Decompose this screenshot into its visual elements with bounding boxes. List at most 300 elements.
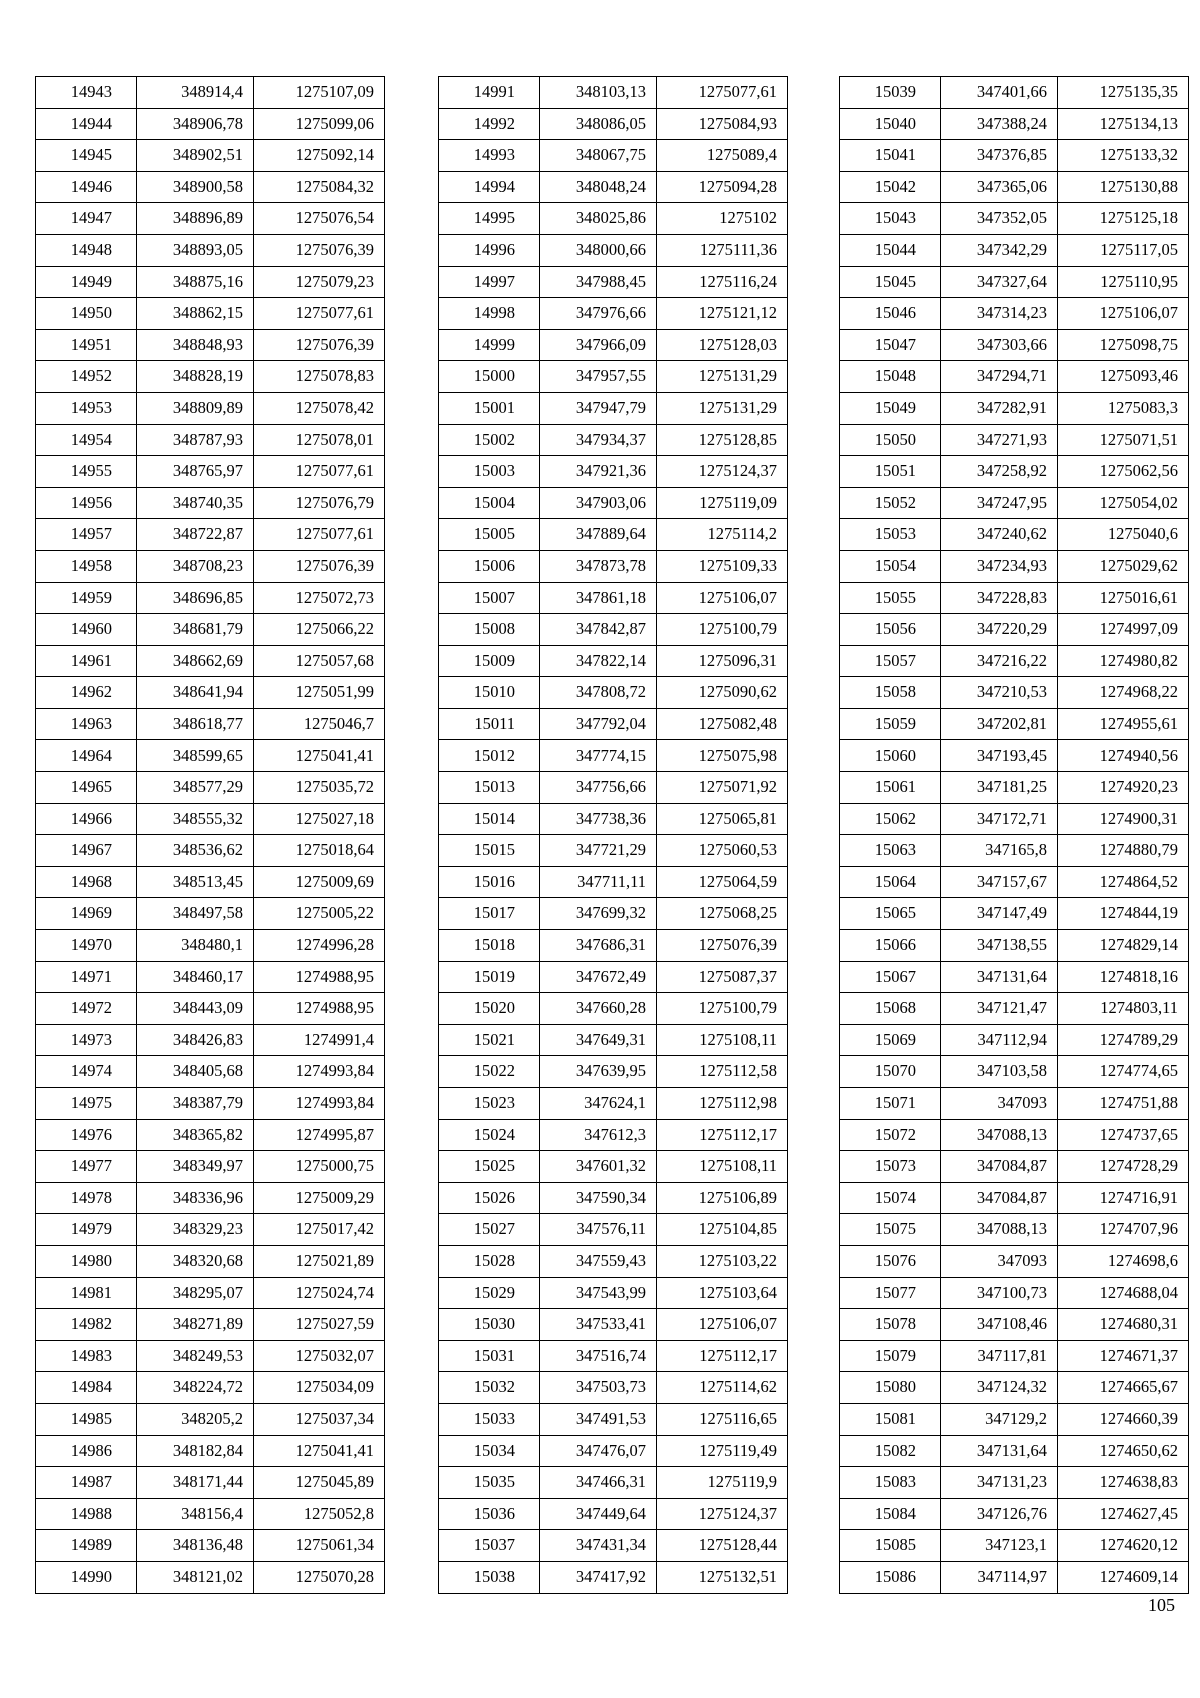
point-number-cell: 15033 — [439, 1403, 540, 1435]
table-row — [36, 1119, 385, 1151]
x-coordinate-cell: 347639,95 — [540, 1056, 657, 1088]
point-number-cell: 14974 — [36, 1056, 137, 1088]
y-coordinate-cell: 1275032,07 — [254, 1340, 385, 1372]
x-coordinate-cell: 347792,04 — [540, 708, 657, 740]
y-coordinate-cell: 1275024,74 — [254, 1277, 385, 1309]
table-row — [840, 772, 1189, 804]
x-coordinate-cell: 347282,91 — [941, 392, 1058, 424]
point-number-cell: 14996 — [439, 234, 540, 266]
point-number-cell: 14978 — [36, 1182, 137, 1214]
y-coordinate-cell: 1274968,22 — [1058, 677, 1189, 709]
table-row — [840, 234, 1189, 266]
y-coordinate-cell: 1275018,64 — [254, 835, 385, 867]
point-number-cell: 14959 — [36, 582, 137, 614]
point-number-cell: 14955 — [36, 456, 137, 488]
y-coordinate-cell: 1274988,95 — [254, 961, 385, 993]
table-row — [840, 550, 1189, 582]
table-row — [36, 424, 385, 456]
x-coordinate-cell: 348902,51 — [137, 140, 254, 172]
y-coordinate-cell: 1275119,9 — [657, 1467, 788, 1499]
point-number-cell: 15077 — [840, 1277, 941, 1309]
x-coordinate-cell: 348599,65 — [137, 740, 254, 772]
point-number-cell: 15007 — [439, 582, 540, 614]
table-row — [36, 1340, 385, 1372]
x-coordinate-cell: 348405,68 — [137, 1056, 254, 1088]
table-row — [840, 1182, 1189, 1214]
point-number-cell: 15010 — [439, 677, 540, 709]
point-number-cell: 15019 — [439, 961, 540, 993]
table-row — [36, 392, 385, 424]
x-coordinate-cell: 347131,64 — [941, 961, 1058, 993]
y-coordinate-cell: 1275066,22 — [254, 614, 385, 646]
point-number-cell: 15046 — [840, 298, 941, 330]
table-row — [840, 171, 1189, 203]
table-row — [36, 1372, 385, 1404]
y-coordinate-cell: 1274609,14 — [1058, 1561, 1189, 1593]
x-coordinate-cell: 347774,15 — [540, 740, 657, 772]
y-coordinate-cell: 1275009,29 — [254, 1182, 385, 1214]
x-coordinate-cell: 348681,79 — [137, 614, 254, 646]
x-coordinate-cell: 347976,66 — [540, 298, 657, 330]
table-row — [36, 550, 385, 582]
x-coordinate-cell: 347193,45 — [941, 740, 1058, 772]
x-coordinate-cell: 347449,64 — [540, 1498, 657, 1530]
point-number-cell: 14990 — [36, 1561, 137, 1593]
table-row — [36, 171, 385, 203]
y-coordinate-cell: 1275094,28 — [657, 171, 788, 203]
table-row — [439, 1024, 788, 1056]
x-coordinate-cell: 348875,16 — [137, 266, 254, 298]
x-coordinate-cell: 347721,29 — [540, 835, 657, 867]
x-coordinate-cell: 347124,32 — [941, 1372, 1058, 1404]
y-coordinate-cell: 1274940,56 — [1058, 740, 1189, 772]
table-row — [439, 1498, 788, 1530]
y-coordinate-cell: 1275110,95 — [1058, 266, 1189, 298]
point-number-cell: 14972 — [36, 993, 137, 1025]
point-number-cell: 15023 — [439, 1088, 540, 1120]
table-row — [439, 77, 788, 109]
point-number-cell: 15057 — [840, 645, 941, 677]
table-row — [36, 803, 385, 835]
table-row — [439, 1214, 788, 1246]
y-coordinate-cell: 1274995,87 — [254, 1119, 385, 1151]
point-number-cell: 14968 — [36, 866, 137, 898]
table-row — [36, 361, 385, 393]
x-coordinate-cell: 347903,06 — [540, 487, 657, 519]
table-row — [36, 1214, 385, 1246]
point-number-cell: 15031 — [439, 1340, 540, 1372]
point-number-cell: 14993 — [439, 140, 540, 172]
point-number-cell: 15006 — [439, 550, 540, 582]
table-row — [439, 708, 788, 740]
point-number-cell: 15035 — [439, 1467, 540, 1499]
x-coordinate-cell: 347576,11 — [540, 1214, 657, 1246]
x-coordinate-cell: 347240,62 — [941, 519, 1058, 551]
point-number-cell: 14957 — [36, 519, 137, 551]
x-coordinate-cell: 347699,32 — [540, 898, 657, 930]
point-number-cell: 15064 — [840, 866, 941, 898]
x-coordinate-cell: 348914,4 — [137, 77, 254, 109]
y-coordinate-cell: 1274716,91 — [1058, 1182, 1189, 1214]
x-coordinate-cell: 347234,93 — [941, 550, 1058, 582]
point-number-cell: 15074 — [840, 1182, 941, 1214]
point-number-cell: 14951 — [36, 329, 137, 361]
y-coordinate-cell: 1274880,79 — [1058, 835, 1189, 867]
table-row — [36, 266, 385, 298]
table-row — [840, 487, 1189, 519]
y-coordinate-cell: 1275057,68 — [254, 645, 385, 677]
point-number-cell: 15053 — [840, 519, 941, 551]
x-coordinate-cell: 347271,93 — [941, 424, 1058, 456]
point-number-cell: 15063 — [840, 835, 941, 867]
x-coordinate-cell: 347093 — [941, 1245, 1058, 1277]
table-row — [439, 519, 788, 551]
y-coordinate-cell: 1275092,14 — [254, 140, 385, 172]
x-coordinate-cell: 348555,32 — [137, 803, 254, 835]
point-number-cell: 14998 — [439, 298, 540, 330]
y-coordinate-cell: 1275072,73 — [254, 582, 385, 614]
y-coordinate-cell: 1274991,4 — [254, 1024, 385, 1056]
point-number-cell: 14969 — [36, 898, 137, 930]
x-coordinate-cell: 347247,95 — [941, 487, 1058, 519]
y-coordinate-cell: 1274774,65 — [1058, 1056, 1189, 1088]
table-row — [840, 614, 1189, 646]
y-coordinate-cell: 1275119,09 — [657, 487, 788, 519]
point-number-cell: 15036 — [439, 1498, 540, 1530]
x-coordinate-cell: 347559,43 — [540, 1245, 657, 1277]
table-row — [36, 203, 385, 235]
y-coordinate-cell: 1275106,07 — [1058, 298, 1189, 330]
y-coordinate-cell: 1275112,98 — [657, 1088, 788, 1120]
y-coordinate-cell: 1275054,02 — [1058, 487, 1189, 519]
table-row — [36, 1024, 385, 1056]
table-row — [439, 266, 788, 298]
point-number-cell: 15000 — [439, 361, 540, 393]
point-number-cell: 14958 — [36, 550, 137, 582]
point-number-cell: 15039 — [840, 77, 941, 109]
point-number-cell: 15082 — [840, 1435, 941, 1467]
table-row — [439, 1561, 788, 1593]
x-coordinate-cell: 347966,09 — [540, 329, 657, 361]
x-coordinate-cell: 347738,36 — [540, 803, 657, 835]
x-coordinate-cell: 347590,34 — [540, 1182, 657, 1214]
table-row — [840, 140, 1189, 172]
x-coordinate-cell: 348067,75 — [540, 140, 657, 172]
point-number-cell: 15065 — [840, 898, 941, 930]
y-coordinate-cell: 1275111,36 — [657, 234, 788, 266]
y-coordinate-cell: 1275109,33 — [657, 550, 788, 582]
point-number-cell: 14987 — [36, 1467, 137, 1499]
table-row — [439, 361, 788, 393]
x-coordinate-cell: 348536,62 — [137, 835, 254, 867]
x-coordinate-cell: 347084,87 — [941, 1151, 1058, 1183]
y-coordinate-cell: 1275133,32 — [1058, 140, 1189, 172]
x-coordinate-cell: 347491,53 — [540, 1403, 657, 1435]
x-coordinate-cell: 347352,05 — [941, 203, 1058, 235]
x-coordinate-cell: 347342,29 — [941, 234, 1058, 266]
table-row — [439, 424, 788, 456]
table-row — [840, 77, 1189, 109]
table-row — [840, 1277, 1189, 1309]
table-row — [439, 1056, 788, 1088]
table-row — [36, 645, 385, 677]
y-coordinate-cell: 1275051,99 — [254, 677, 385, 709]
x-coordinate-cell: 347543,99 — [540, 1277, 657, 1309]
point-number-cell: 14954 — [36, 424, 137, 456]
x-coordinate-cell: 347672,49 — [540, 961, 657, 993]
point-number-cell: 14981 — [36, 1277, 137, 1309]
point-number-cell: 15075 — [840, 1214, 941, 1246]
x-coordinate-cell: 348336,96 — [137, 1182, 254, 1214]
table-row — [840, 392, 1189, 424]
x-coordinate-cell: 348224,72 — [137, 1372, 254, 1404]
point-number-cell: 15052 — [840, 487, 941, 519]
point-number-cell: 15002 — [439, 424, 540, 456]
point-number-cell: 14964 — [36, 740, 137, 772]
y-coordinate-cell: 1274818,16 — [1058, 961, 1189, 993]
y-coordinate-cell: 1275076,39 — [254, 329, 385, 361]
x-coordinate-cell: 348426,83 — [137, 1024, 254, 1056]
y-coordinate-cell: 1275096,31 — [657, 645, 788, 677]
table-row — [840, 835, 1189, 867]
table-row — [36, 298, 385, 330]
point-number-cell: 15049 — [840, 392, 941, 424]
y-coordinate-cell: 1275062,56 — [1058, 456, 1189, 488]
y-coordinate-cell: 1275075,98 — [657, 740, 788, 772]
y-coordinate-cell: 1275124,37 — [657, 1498, 788, 1530]
y-coordinate-cell: 1274638,83 — [1058, 1467, 1189, 1499]
y-coordinate-cell: 1274627,45 — [1058, 1498, 1189, 1530]
x-coordinate-cell: 348205,2 — [137, 1403, 254, 1435]
point-number-cell: 15044 — [840, 234, 941, 266]
y-coordinate-cell: 1274660,39 — [1058, 1403, 1189, 1435]
point-number-cell: 15073 — [840, 1151, 941, 1183]
x-coordinate-cell: 348349,97 — [137, 1151, 254, 1183]
table-row — [840, 993, 1189, 1025]
y-coordinate-cell: 1275117,05 — [1058, 234, 1189, 266]
y-coordinate-cell: 1274900,31 — [1058, 803, 1189, 835]
table-row — [840, 108, 1189, 140]
y-coordinate-cell: 1275082,48 — [657, 708, 788, 740]
table-row — [840, 1088, 1189, 1120]
point-number-cell: 15037 — [439, 1530, 540, 1562]
point-number-cell: 14947 — [36, 203, 137, 235]
point-number-cell: 14966 — [36, 803, 137, 835]
point-number-cell: 15081 — [840, 1403, 941, 1435]
table-row — [840, 866, 1189, 898]
table-row — [439, 487, 788, 519]
x-coordinate-cell: 348740,35 — [137, 487, 254, 519]
table-row — [439, 740, 788, 772]
y-coordinate-cell: 1275064,59 — [657, 866, 788, 898]
y-coordinate-cell: 1275131,29 — [657, 392, 788, 424]
y-coordinate-cell: 1275077,61 — [254, 456, 385, 488]
y-coordinate-cell: 1275106,07 — [657, 582, 788, 614]
y-coordinate-cell: 1275108,11 — [657, 1024, 788, 1056]
y-coordinate-cell: 1274650,62 — [1058, 1435, 1189, 1467]
y-coordinate-cell: 1275077,61 — [254, 519, 385, 551]
point-number-cell: 15070 — [840, 1056, 941, 1088]
point-number-cell: 14976 — [36, 1119, 137, 1151]
table-row — [439, 1403, 788, 1435]
x-coordinate-cell: 348577,29 — [137, 772, 254, 804]
y-coordinate-cell: 1274980,82 — [1058, 645, 1189, 677]
point-number-cell: 15008 — [439, 614, 540, 646]
point-number-cell: 15012 — [439, 740, 540, 772]
table-row — [439, 298, 788, 330]
point-number-cell: 15047 — [840, 329, 941, 361]
x-coordinate-cell: 347314,23 — [941, 298, 1058, 330]
x-coordinate-cell: 347431,34 — [540, 1530, 657, 1562]
y-coordinate-cell: 1274996,28 — [254, 930, 385, 962]
table-row — [840, 1403, 1189, 1435]
x-coordinate-cell: 347181,25 — [941, 772, 1058, 804]
x-coordinate-cell: 347822,14 — [540, 645, 657, 677]
y-coordinate-cell: 1275104,85 — [657, 1214, 788, 1246]
point-number-cell: 14956 — [36, 487, 137, 519]
y-coordinate-cell: 1275116,65 — [657, 1403, 788, 1435]
point-number-cell: 15016 — [439, 866, 540, 898]
table-row — [439, 1119, 788, 1151]
table-row — [36, 1182, 385, 1214]
y-coordinate-cell: 1275005,22 — [254, 898, 385, 930]
table-row — [840, 1435, 1189, 1467]
x-coordinate-cell: 348787,93 — [137, 424, 254, 456]
x-coordinate-cell: 347112,94 — [941, 1024, 1058, 1056]
x-coordinate-cell: 348662,69 — [137, 645, 254, 677]
y-coordinate-cell: 1274803,11 — [1058, 993, 1189, 1025]
x-coordinate-cell: 347210,53 — [941, 677, 1058, 709]
x-coordinate-cell: 347388,24 — [941, 108, 1058, 140]
x-coordinate-cell: 348271,89 — [137, 1309, 254, 1341]
y-coordinate-cell: 1275125,18 — [1058, 203, 1189, 235]
y-coordinate-cell: 1275106,89 — [657, 1182, 788, 1214]
y-coordinate-cell: 1275078,42 — [254, 392, 385, 424]
x-coordinate-cell: 347258,92 — [941, 456, 1058, 488]
table-row — [439, 1277, 788, 1309]
point-number-cell: 15022 — [439, 1056, 540, 1088]
y-coordinate-cell: 1274688,04 — [1058, 1277, 1189, 1309]
point-number-cell: 15003 — [439, 456, 540, 488]
point-number-cell: 15004 — [439, 487, 540, 519]
x-coordinate-cell: 348906,78 — [137, 108, 254, 140]
point-number-cell: 15071 — [840, 1088, 941, 1120]
table-row — [36, 487, 385, 519]
point-number-cell: 15028 — [439, 1245, 540, 1277]
table-row — [439, 1467, 788, 1499]
table-row — [840, 1498, 1189, 1530]
y-coordinate-cell: 1275021,89 — [254, 1245, 385, 1277]
y-coordinate-cell: 1275076,54 — [254, 203, 385, 235]
y-coordinate-cell: 1274988,95 — [254, 993, 385, 1025]
y-coordinate-cell: 1275135,35 — [1058, 77, 1189, 109]
table-row — [439, 614, 788, 646]
y-coordinate-cell: 1275121,12 — [657, 298, 788, 330]
x-coordinate-cell: 347365,06 — [941, 171, 1058, 203]
y-coordinate-cell: 1275132,51 — [657, 1561, 788, 1593]
y-coordinate-cell: 1274751,88 — [1058, 1088, 1189, 1120]
point-number-cell: 14985 — [36, 1403, 137, 1435]
x-coordinate-cell: 347202,81 — [941, 708, 1058, 740]
table-row — [840, 645, 1189, 677]
table-row — [36, 961, 385, 993]
table-row — [36, 1245, 385, 1277]
x-coordinate-cell: 347921,36 — [540, 456, 657, 488]
y-coordinate-cell: 1274620,12 — [1058, 1530, 1189, 1562]
point-number-cell: 14971 — [36, 961, 137, 993]
y-coordinate-cell: 1275040,6 — [1058, 519, 1189, 551]
y-coordinate-cell: 1275027,18 — [254, 803, 385, 835]
y-coordinate-cell: 1275114,2 — [657, 519, 788, 551]
table-row — [36, 108, 385, 140]
x-coordinate-cell: 347303,66 — [941, 329, 1058, 361]
x-coordinate-cell: 347157,67 — [941, 866, 1058, 898]
point-number-cell: 15025 — [439, 1151, 540, 1183]
table-row — [840, 1151, 1189, 1183]
table-row — [36, 1403, 385, 1435]
point-number-cell: 15079 — [840, 1340, 941, 1372]
table-row — [840, 740, 1189, 772]
point-number-cell: 15011 — [439, 708, 540, 740]
table-row — [840, 1530, 1189, 1562]
table-row — [36, 772, 385, 804]
y-coordinate-cell: 1275093,46 — [1058, 361, 1189, 393]
x-coordinate-cell: 348497,58 — [137, 898, 254, 930]
table-row — [36, 456, 385, 488]
x-coordinate-cell: 347808,72 — [540, 677, 657, 709]
table-row — [439, 234, 788, 266]
y-coordinate-cell: 1275041,41 — [254, 740, 385, 772]
point-number-cell: 15078 — [840, 1309, 941, 1341]
table-row — [439, 140, 788, 172]
point-number-cell: 14946 — [36, 171, 137, 203]
x-coordinate-cell: 347601,32 — [540, 1151, 657, 1183]
table-row — [439, 1182, 788, 1214]
point-number-cell: 14989 — [36, 1530, 137, 1562]
y-coordinate-cell: 1275068,25 — [657, 898, 788, 930]
x-coordinate-cell: 347861,18 — [540, 582, 657, 614]
x-coordinate-cell: 347129,2 — [941, 1403, 1058, 1435]
point-number-cell: 14963 — [36, 708, 137, 740]
x-coordinate-cell: 347172,71 — [941, 803, 1058, 835]
x-coordinate-cell: 348171,44 — [137, 1467, 254, 1499]
table-row — [439, 1435, 788, 1467]
table-row — [439, 456, 788, 488]
x-coordinate-cell: 347123,1 — [941, 1530, 1058, 1562]
table-row — [36, 1561, 385, 1593]
y-coordinate-cell: 1275060,53 — [657, 835, 788, 867]
point-number-cell: 15021 — [439, 1024, 540, 1056]
x-coordinate-cell: 348480,1 — [137, 930, 254, 962]
y-coordinate-cell: 1274844,19 — [1058, 898, 1189, 930]
point-number-cell: 15061 — [840, 772, 941, 804]
table-row — [439, 645, 788, 677]
x-coordinate-cell: 347660,28 — [540, 993, 657, 1025]
point-number-cell: 15080 — [840, 1372, 941, 1404]
table-row — [439, 835, 788, 867]
point-number-cell: 15066 — [840, 930, 941, 962]
y-coordinate-cell: 1275108,11 — [657, 1151, 788, 1183]
point-number-cell: 15060 — [840, 740, 941, 772]
table-row — [840, 1024, 1189, 1056]
point-number-cell: 14973 — [36, 1024, 137, 1056]
table-row — [439, 898, 788, 930]
x-coordinate-cell: 347131,64 — [941, 1435, 1058, 1467]
point-number-cell: 15083 — [840, 1467, 941, 1499]
y-coordinate-cell: 1275102 — [657, 203, 788, 235]
x-coordinate-cell: 348641,94 — [137, 677, 254, 709]
point-number-cell: 15048 — [840, 361, 941, 393]
